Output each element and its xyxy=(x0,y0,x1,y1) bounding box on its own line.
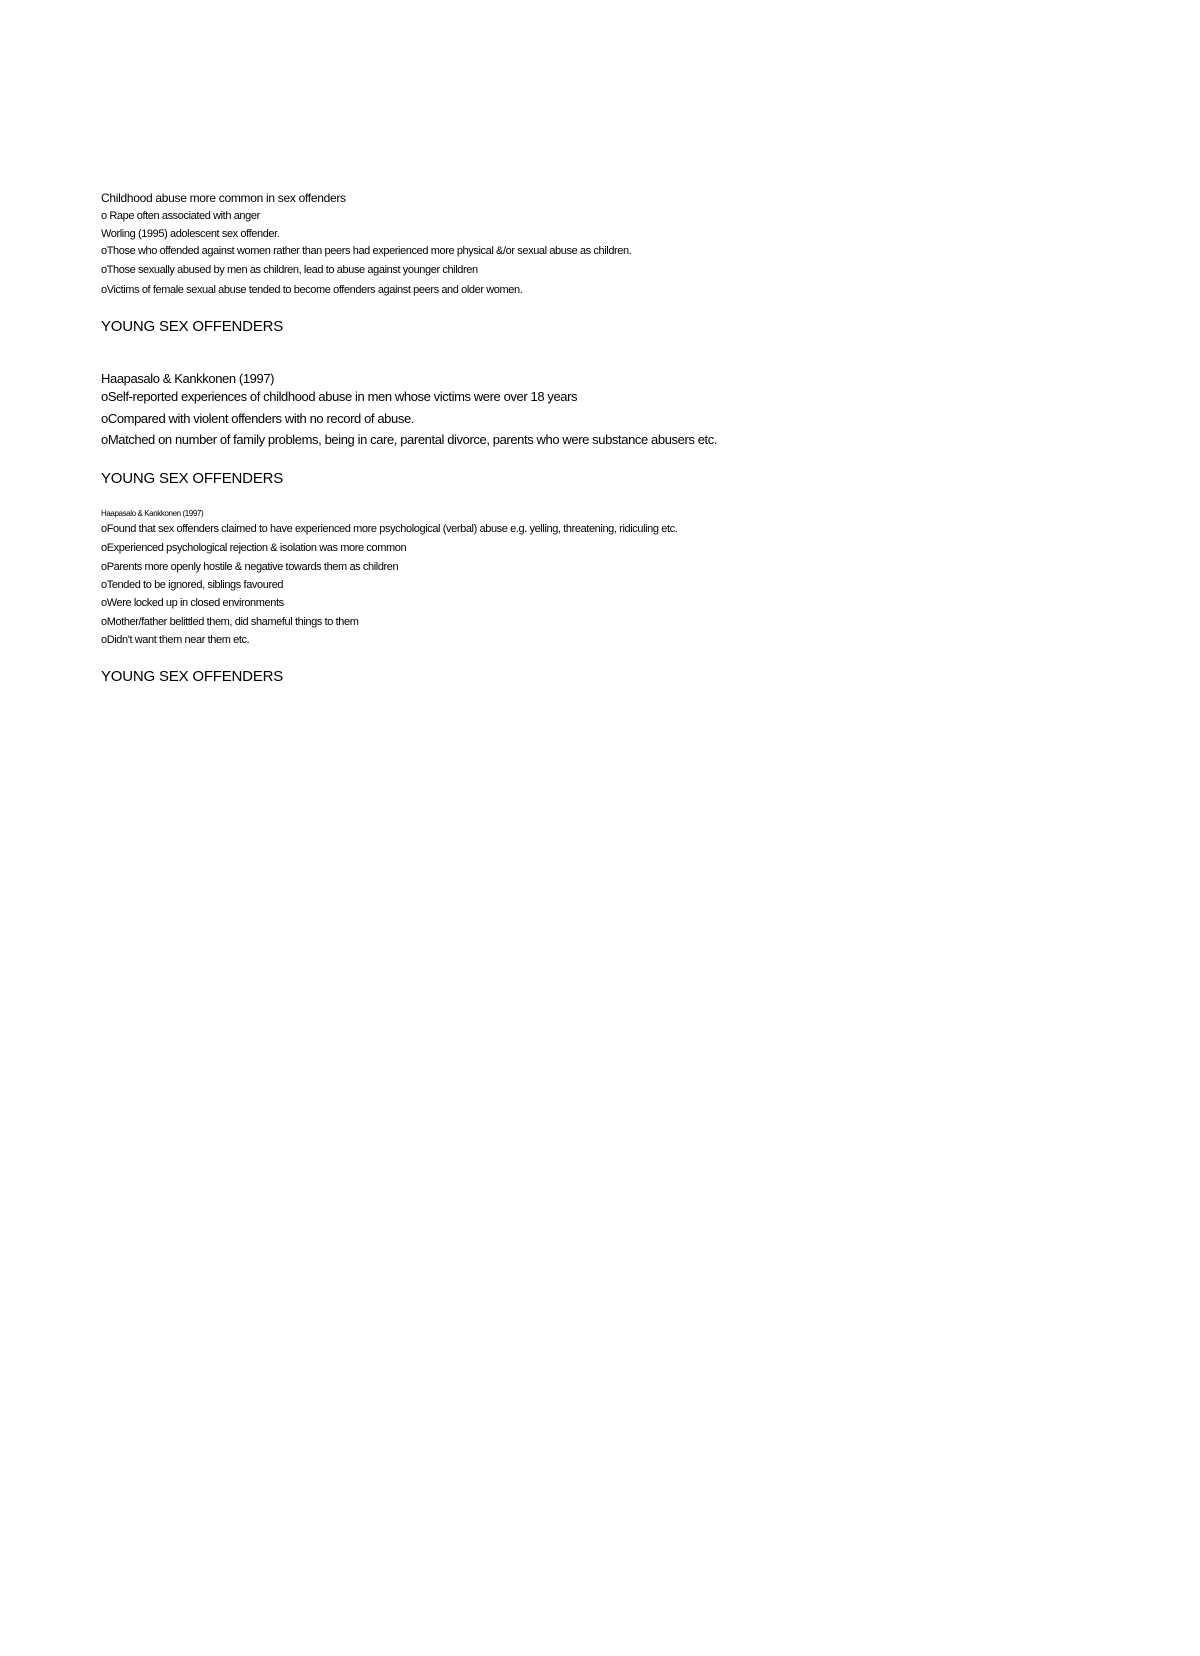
citation-line: Haapasalo & Kankkonen (1997) xyxy=(101,371,275,386)
bullet-item: oMatched on number of family problems, being in care, parental divorce, parents who were substance abusers etc. xyxy=(101,432,718,447)
section-heading: YOUNG SEX OFFENDERS xyxy=(101,318,284,335)
bullet-item: oFound that sex offenders claimed to have experienced more psychological (verbal) abuse e.g. yelling, threatening, ridiculing etc. xyxy=(101,523,678,535)
text-line: Worling (1995) adolescent sex offender. xyxy=(101,228,280,240)
section-heading: YOUNG SEX OFFENDERS xyxy=(101,470,284,487)
bullet-item: oMother/father belittled them, did shameful things to them xyxy=(101,616,359,628)
bullet-item: oThose sexually abused by men as children, lead to abuse against younger children xyxy=(101,264,478,276)
section-heading: YOUNG SEX OFFENDERS xyxy=(101,668,284,685)
bullet-item: oCompared with violent offenders with no record of abuse. xyxy=(101,411,414,426)
bullet-item: oExperienced psychological rejection & isolation was more common xyxy=(101,542,407,554)
bullet-item: oParents more openly hostile & negative towards them as children xyxy=(101,561,399,573)
text-line: Childhood abuse more common in sex offenders xyxy=(101,191,346,205)
bullet-item: oSelf-reported experiences of childhood abuse in men whose victims were over 18 years xyxy=(101,389,578,404)
citation-line: Haapasalo & Kankkonen (1997) xyxy=(101,509,204,518)
bullet-item: oDidn't want them near them etc. xyxy=(101,634,250,646)
bullet-item: oVictims of female sexual abuse tended to become offenders against peers and older women. xyxy=(101,284,523,296)
bullet-item: oThose who offended against women rather than peers had experienced more physical &/or sexual abuse as children. xyxy=(101,245,632,257)
bullet-item: o Rape often associated with anger xyxy=(101,210,260,222)
bullet-item: oWere locked up in closed environments xyxy=(101,597,284,609)
bullet-item: oTended to be ignored, siblings favoured xyxy=(101,579,284,591)
